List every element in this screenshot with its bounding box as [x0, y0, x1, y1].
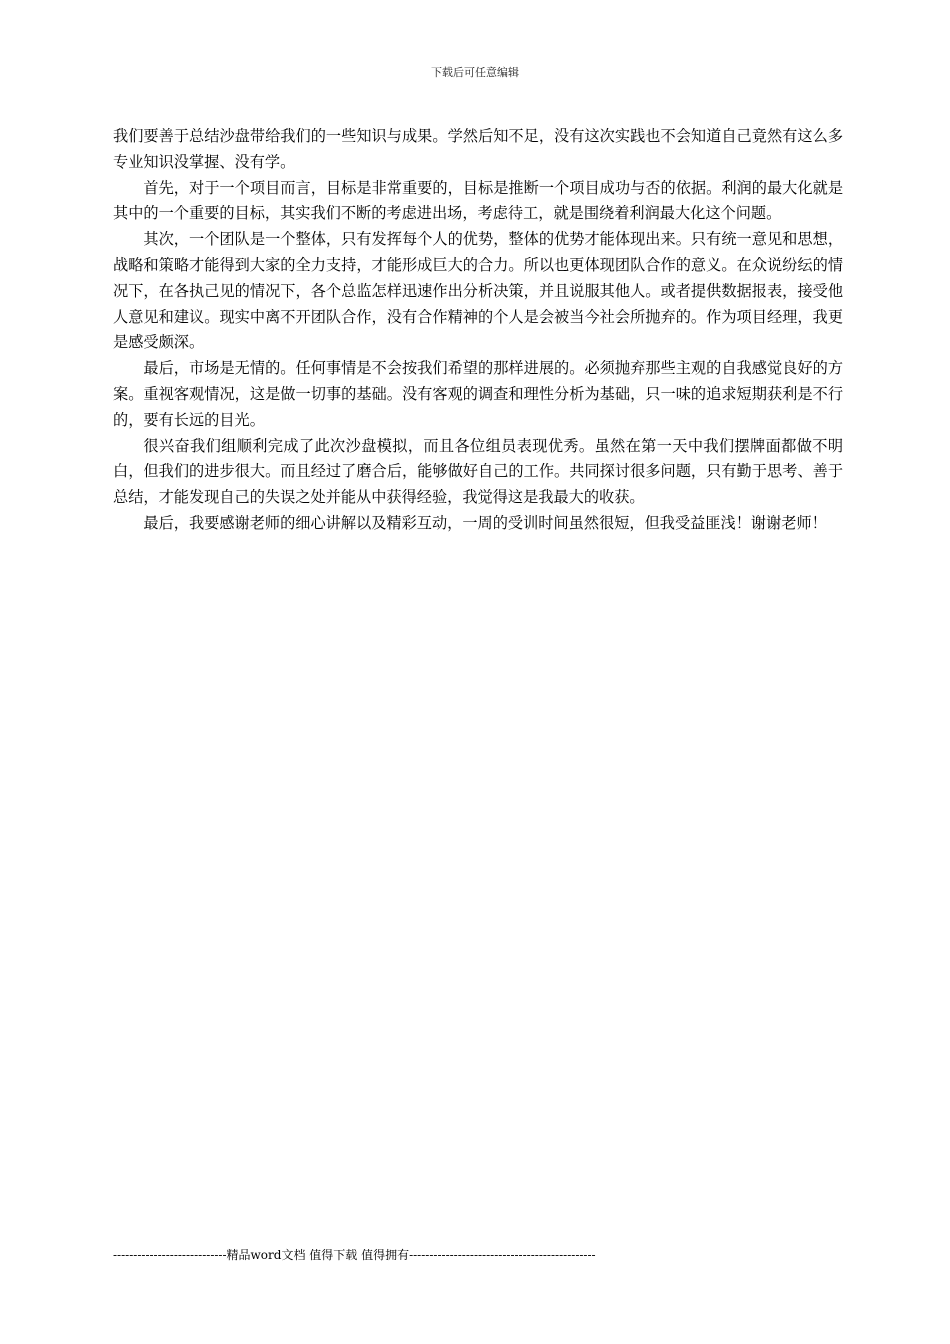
page-footer: ----------------------------精品word文档 值得下载 值得拥有---------------------------------------------- — [113, 1248, 596, 1262]
document-body — [113, 124, 843, 537]
paragraph-progress: 很兴奋我们组顺利完成了此次沙盘模拟，而且各位组员表现优秀。虽然在第一天中我们摆牌面都做不明白，但我们的进步很大。而且经过了磨合后，能够做好自己的工作。共同探讨很多问题，只有勤于思考、善于总结，才能发现自己的失误之处并能从中获得经验，我觉得这是我最大的收获。 — [113, 436, 843, 507]
paragraph-intro: 我们要善于总结沙盘带给我们的一些知识与成果。学然后知不足，没有这次实践也不会知道自己竟然有这么多专业知识没掌握、没有学。 — [113, 127, 843, 171]
paragraph-market: 最后，市场是无情的。任何事情是不会按我们希望的那样进展的。必须抛弃那些主观的自我感觉良好的方案。重视客观情况，这是做一切事的基础。没有客观的调查和理性分析为基础，只一味的追求短期获利是不行的，要有长远的目光。 — [113, 359, 843, 429]
paragraph-goals: 首先，对于一个项目而言，目标是非常重要的，目标是推断一个项目成功与否的依据。利润的最大化就是其中的一个重要的目标，其实我们不断的考虑进出场，考虑待工，就是围绕着利润最大化这个问题。 — [113, 178, 843, 223]
page-header: 下载后可任意编辑 — [431, 66, 519, 79]
paragraph-thanks: 最后，我要感谢老师的细心讲解以及精彩互动，一周的受训时间虽然很短，但我受益匪浅！谢谢老师！ — [143, 513, 827, 532]
paragraph-teamwork: 其次，一个团队是一个整体，只有发挥每个人的优势，整体的优势才能体现出来。只有统一意见和思想，战略和策略才能得到大家的全力支持，才能形成巨大的合力。所以也更体现团队合作的意义。在众说纷纭的情况下，在各执己见的情况下，各个总监怎样迅速作出分析决策，并且说服其他人。或者提供数据报表，接受他人意见和建议。现实中离不开团队合作，没有合作精神的个人是会被当今社会所抛弃的。作为项目经理，我更是感受颇深。 — [113, 230, 843, 352]
